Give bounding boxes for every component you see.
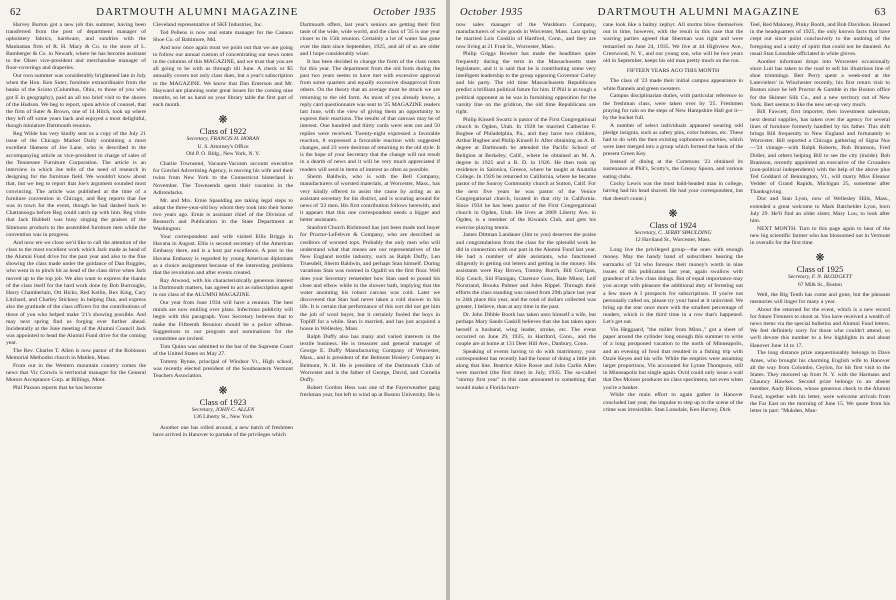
class-name: Class of 1925	[796, 264, 844, 275]
paragraph: Bill Fawcett, first importer, then investment salesman, next dental supplies, has taken over the agency for several lines of furniture formerly handled by his father. This shift brings Bill frequently to New England and fortunately to Worcester. Bill reported a Chicago gathering of Signa Nus—'24 vintage—with Ralph Roberts, Bob Bramson, Fred Didier, and others helping Bill to see the city (inside). Bob Bramson, recently appointed an executive of the Crusaders (non-political independents) with the help of the above plus Ted Goddard of Bennington, Vt., will marry Miss Eleanor Vedder of Grand Rapids, Michigan 25, sometime after Thanksgiving.	[750, 109, 890, 195]
paragraph: Our own summer was considerably brightened late in July when the Hon. Ken Suter, furniture extraordinaire from the banks of the Scioto (Columbus, Ohio, to those of you who got E in geography), paid an all too brief visit to the shores of the Hudson. We beg to report, upon advice of counsel, that the firm of Suter & Brown, one of 14 Hitch, took up where they left off some years back and enjoyed a most delightful, though miniature Dartmouth reunion.	[6, 72, 146, 130]
paragraph: The long distance prize unquestionably belongs to Dave Ames, who brought his charming English wife to Hanover all the way from Colombo, Ceylon, for his first visit to the States. They motored up from N. Y. with the Harmans and Chauncy Hawkes. Second prize belongs to an absent member, Andy Bloom, whose generous check to the Alumni Fund, together with his letter, were welcome arrivals from the Far East on the morning of June 15. We quote from his letter in part: "Mukden, Man-	[750, 350, 890, 414]
issue-date: October 1935	[460, 7, 523, 18]
right-page	[450, 0, 896, 600]
paragraph: Your correspondent and wife visited Ellis Briggs in Havana in August. Ellis is second secretary of the American Embassy there, and is a host par excellence. A post in the Havana Embassy is regarded by young American diplomats as a choice assignment because of the interesting problems that the revolution and after events created.	[153, 234, 293, 277]
paragraph: Cocky Lewis was the most bald-headed man in college, having had his head shaved. He had your correspondent, but that doesn't count.)	[603, 181, 743, 202]
left-column-3	[300, 22, 440, 596]
class-secretary: Secretary, FRANCIS H. HORAN	[186, 136, 260, 143]
paragraph: Tom Quinn was admitted to the bar of the Supreme Court of the United States on May 27.	[153, 343, 293, 357]
class-secretary: Secretary, F. N. BLODGETT	[787, 274, 853, 281]
class-heading-1922	[153, 114, 293, 158]
paragraph: Dartmouth offers, last year's seniors are getting their first taste of the wide, wide world, and the class of '35 is one year closer to its 15th reunion. Certainly a lot of water has gone over the dam since September, 1925, and all of us are older and I hope considerably wiser.	[300, 22, 440, 57]
paragraph: The Rev. Charles T. Allen is now pastor of the Robinson Memorial Methodist church in Malden, Mass.	[6, 348, 146, 362]
class-heading-1925	[750, 252, 890, 288]
section-heading: FIFTEEN YEARS AGO THIS MONTH	[626, 68, 720, 75]
right-column-1	[456, 22, 596, 596]
magazine-title: DARTMOUTH ALUMNI MAGAZINE	[96, 6, 299, 18]
paragraph: Philip Griggs Bowker has made the headlines quite frequently during the term in the Massachusetts state legislature, and it is said that he is contributing some very intelligent leadership to the group opposing Governor Curley and his party. The old time Massachusetts Republicans predict a brilliant political future for him. If Phil is as tough a political opponent as he was in furnishing opposition for the varsity line on the gridiron, the old time Republicans are right.	[456, 51, 596, 115]
class-address: 12 Haviland St., Worcester, Mass.	[635, 237, 711, 244]
paragraph: Phil Paxson reports that he has become	[13, 385, 103, 392]
class-address: Old P. O. Bldg., New York, N. Y.	[186, 150, 260, 157]
paragraph: Stanford Church Richmond has just been made tool buyer for Proctor-LeFebvre & Company, who are described as creditors of worsted tops. Probably the only men who will understand what that means are our representatives of the New England textile industry, such as Ralph Duffy, Len Truesdell, Sherm Baldwin, and perhaps Stan himself. During vacations Stan was roomed in Ogallil on the first floor. Well does your Secretary remember how Stan used to pound his close and elbow while in the shower bath, implying that the water anointing his robust carcass was cold. Later we discovered that Stan had never taken a cold shower in his life. It is certain that performance of this sort did not get him the job of wool buyer, but it certainly fooled the boys in Topliff for a while. Stan is married, and has just acquired a house in Wellesley, Mass.	[300, 225, 440, 333]
class-name: Class of 1923	[199, 397, 247, 408]
ornament-icon: ❋	[815, 252, 825, 265]
magazine-title: DARTMOUTH ALUMNI MAGAZINE	[597, 6, 800, 18]
paragraph: Long live the privileged group—the ones with enough money. May the handy band of subscribers bearing the earmarks of '24 who foresaw their money's worth in nine issues of this publication last year, again swallow with grandeur of a few class doings. But of equal importance may you accept with pleasure the additional duty of ferreting out a few more A I prospects for subscriptions. If you're not personally called on, please try your hand at it uninvited. We bring up the rear once more with the smallest percentage of readers, which is the third time in a row that's happened. Let's get out.	[603, 247, 743, 326]
left-page-header	[10, 6, 436, 22]
paragraph: It has been decided to change the form of the class notes for this year. The department from the old form during the past two years seems to have met with excessive approval from some quarters and equally excessive disapproval from others. On the theory that an average must be struck we are returning to the old form. As most of you already know, a reply card questionnaire was sent to '25 MAGAZINE readers last June, with the view of giving them an opportunity to express their reactions. The results of that canvass may be of interest. One hundred and thirty cards were sent out and 50 replies were received. Twenty-eight expressed a favorable reaction, 8 expressed a favorable reaction with suggested changes, and 23 were desirous of returning to the old style. It is the hope of your Secretary that the change will not result in a dearth of news and it will be very much appreciated if readers will send in items of interest as often as possible.	[300, 58, 440, 173]
paragraph: Tommy Rynne, principal of Windsor Vt., High school, was recently elected president of the Southeastern Vermont Teachers Association.	[153, 358, 293, 379]
paragraph: Dr. John Dibble Booth has taken unto himself a wife, but perhaps Mary Sands Gaskill believes that she has taken upon herself a husband, wing leader, stroke, etc. The event occurred on June 29, 1935, in Hartford, Conn., and the couple are at home at 131 Deer Hill Ave., Danbury, Conn.	[456, 312, 596, 347]
left-column-1	[6, 22, 146, 596]
paragraph: Instead of dining at the Commons '23 obtained its sustenance at Phil's, Scotty's, the Greasy Spoon, and various eating clubs.	[603, 159, 743, 180]
paragraph: Harvey Burton got a new job this summer, having been transferred from the post of department manager of upholstery fabrics, hardware, and sundries with the Manhattan firm of R. H. Macy & Co. to the store of L. Bamberger & Co. in Newark, where he has become assistant to the Olsen vice-president and merchandise manager of floor-coverings and draperies.	[6, 22, 146, 72]
paragraph: Doc and Stan Lyon, now of Wellesley Hills, Mass., extended a great welcome to Mark Batchelder Lyon, born July 29. He'll find an older sister, Mary Lou, to look after him.	[750, 196, 890, 224]
class-heading-1923	[153, 385, 293, 421]
paragraph: Another informant drops into Worcester occasionally since Luit has taken to the road to sell his illustrious line of shoe trimmings. Bert Perry spent a week-end at the Lutevielers' in Winchester recently, his first return visit to Boston since he left Proctor & Gamble in the Boston office for the Skinner Silk Co., and a new territory out of New York. Bert seems to like the new set-up very much.	[750, 58, 890, 108]
paragraph: Ralph Duffy also has many and varied interests in the textile business. He is treasurer and general manager of George E. Duffy Manufacturing Company of Worcester, Mass., and is president of the Belmont Hosiery Company in Belmont, N. H. He is president of the Dartmouth Club of Worcester and is the father of George, David, and Cornelia Duffy.	[300, 333, 440, 383]
paragraph: Reg Wilde has very kindly sent us a copy of the July 21 issue of the Chicago Market Daily containing a most excellent likeness of Joe Lane, who is described in the accompanying article as vice-president in charge of sales of the Tennessee Furniture Corporation. The article is an interview in which Joe tells of the need of research in designing for the furniture field. We wouldn't know about that, but we beg to report that Joe's argument sounded most convincing. The article was published at the time of a furniture convention in Chicago, and Reg reports that Joe was in town for the event, though he had dashed back to Chattanooga before Reg could catch up with him. Reg visits that Jack Hubbell was busy singing the praises of the Simmons products to the assembled furniture men while the convention was in progress.	[6, 131, 146, 238]
paragraph: Ted Pellens is now real estate manager for the Cannon Shoe Co. of Baltimore, Md.	[153, 29, 293, 43]
ornament-icon: ❋	[668, 207, 678, 220]
paragraph: NEXT MONTH. Turn to this page again to hear of the new big scientific farmer who has blossomed out in Vermont in overalls for the first time.	[750, 225, 890, 247]
paragraph: Charlie Townsend, Vacuum-Vacuum account executive for Gotchel Advertising Agency, is moving his wife and their twins from New York to the Connecticut hinterland in November. The Townsends spent their vacation in the Adirondacks.	[153, 161, 293, 196]
page-number: 63	[874, 7, 886, 18]
paragraph: While the main effort to again gather in Hanover concluded last year, the impulse to step up to the scene of the crime was irresistible. Stan Lonsdale, Ken Harvey, Dick	[603, 392, 743, 413]
paragraph: James Dittman Landauer (Jim to you) deserves the praise and congratulations from the class for the splendid work he did in connection with our part in the Alumni Fund last year. He had a number of able assistants, who functioned diligently in getting out letters and getting in the money. His assistants were Ray Brown, Tommy Burch, Bill Corrigan, Kip Couch, Sid Flanigan, Clarence Goss, Bale Minor, Leif Norstrand, Brooks Palmer and Jules Rippel. Through their efforts the class standing was raised from 29th place last year to 24th place this year, and the total of dollars collected was greater, I believe, than at any time in the past.	[456, 232, 596, 311]
paragraph: Ray Atwood, with his characteristically generous interest in Dartmouth matters, has agreed to act as subscription agent in our class of the ALUMNI MAGAZINE.	[153, 277, 293, 299]
paragraph: Cleveland representative of SKF Industries, Inc.	[153, 22, 263, 28]
ornament-icon: ❋	[218, 114, 228, 127]
paragraph: cane look like a balmy zephyr. All storms blow themselves out in time, however, with the result in this case that the warring parties agreed that Sherman was right and were remarried on June 24, 1935. We live at 44 Highview Ave., Crestwood, N. Y., and our young son, who will be two years old in September, keeps his old man pretty much on the run.	[603, 22, 743, 65]
class-name: Class of 1922	[199, 126, 247, 137]
paragraph: Sherm Baldwin, who is with the Bell Company, manufacturers of worsted materials, at Worcester, Mass., has very kindly offered to assist the cause by acting as an assistant secretary for his district, and is scouting around for news of '23 men. His first contribution follows herewith, and it appears that this one correspondent needs a bigger and better assistants.	[300, 174, 440, 224]
paragraph: now sales manager of the Washburn Company, manufacturers of wire goods in Worcester, Mass. Last spring he married Lois Conklin of Hartford, Conn., and they are now living at 21 Fruit St., Worcester, Mass.	[456, 22, 596, 50]
class-secretary: Secretary, JOHN C. ALLEN	[191, 407, 255, 414]
right-column-3	[750, 22, 890, 596]
issue-date: October 1935	[373, 7, 436, 18]
paragraph: Speaking of events having to do with matrimony, your correspondent has recently had the honor of doing a little job along that line. Beatrice Alice Rosse and John Carlin Allen were married (the first time) in July, 1935. The so-called "stormy first year" in this case amounted to something that would make a Florida hurri-	[456, 348, 596, 391]
class-secretary: Secretary, C. JERRY SPAULDING	[634, 229, 712, 236]
paragraph: Vin Heggaard, "the miller from Minn.," got a sheet of paper around the cylinder long enough this summer to write of a long postponed vacation to the north of Minneapolis, and an evening of food that resulted in a fishing trip with Ozzie Keyes and his wife. While the empties were assuming larger proportions, Vin accounted for Lynne Thompson, still in Minneapolis but single again. Ovid could only issue a wail that Des Moines produces no class specimens, not even when you're a banker.	[603, 327, 743, 391]
paragraph: Mr. and Mrs. Ernie Spaulding are taking legal steps to adopt the three-year-old boy whom they took into their home two years ago. Ernie is assistant chief of the Division of Research and Publication in the State Department at Washington.	[153, 197, 293, 233]
paragraph: Well, the Big Tenth has come and gone, but the pleasant memories will linger for many a year.	[750, 291, 890, 305]
right-column-2	[603, 22, 743, 596]
ornament-icon: ❋	[218, 385, 228, 398]
paragraph: And now ere we close we'd like to call the attention of the class to the most excellent work which Jack made as head of the Alumni Fund drive for the past year and also to the fine showing the class made under the guidance of Dan Ruggles, who went in to pinch hit as head of the class drive when Jack moved up to the top job. We also want to express the thanks of the class itself for the hard work done by Bob Burroughs, Harry Chamberlain, Ott Hicks, Red Kellin, Rex King, Cary Litchard, and Charley Stickney in helping Dan, and express also the gratitude of the class officers for the contributions of those of you who helped make '21's showing possible. And may next spring find us forging ever further ahead. Incidentally at the June meeting of the Alumni Council Jack was appointed to head the Alumni Fund drive for the coming year.	[6, 239, 146, 347]
class-address: U. S. Attorney's Office	[197, 143, 249, 150]
right-page-header	[460, 6, 886, 22]
paragraph: Teel, Red Maloney, Pinky Booth, and Bob Davidson. Housed in the headquarters of 1925, the only known facts that have crept out since point conclusively to the undoing of the foregoing and a unity of spirit that could not be daunted. As usual Stan Lonsdale officiated in white gloves.	[750, 22, 890, 57]
paragraph: And now once again must we point out that we are going to follow our annual custom of concentrating our news notes in the columns of this MAGAZINE, and we trust that you are all going to be with us through till June. A check or $5 annually covers not only class dues, but a year's subscription to the MAGAZINE. We know that Dan Emerson and Mr. Hayward are planning some great issues for the coming nine months, so let us hand on your library table the first part of each month.	[153, 44, 293, 109]
left-column-2	[153, 22, 293, 596]
paragraph: A number of select individuals appeared wearing odd pledge insignia, such as safety pins, color buttons, etc. These had to do with the then existing sophomore societies, which were later merged into a group which formed the basis of the present Green Key.	[603, 122, 743, 158]
paragraph: Philip Kinsell Swartz is pastor of the First Congregational church in Ogden, Utah. In 1928 he married Catherine F. Bugbee of Philadelphia, Pa., and they have two children, Arthur Bugbee and Philip Kinsell Jr. After obtaining an A. B. degree at Dartmouth he attended the Pacific School of Religion at Berkeley, Calif., where he obtained an M. A. degree in 1925 and a B. D. in 1926. He then took up residence in Salonica, Greece, where he taught at Anatolia College. In 1926 he returned to California, where he became pastor of the Sunroy Community church at Sutton, Calif. For the next five years he was pastor of the Venice Congregational church, located in that city in California. Since 1934 he has been pastor of the First Congregational church in Ogden, Utah. He lives at 2869 Liberty Ave. in Ogden, is a member of the Kiwanis Club, and gets his exercise playing tennis.	[456, 116, 596, 231]
left-columns	[6, 22, 440, 596]
paragraph: Our year from June 1934 will have a reunion. The best minds are now mulling over plans. Infectious publicity will begin with this paragraph. Your Secretary believes that to make the Fifteenth Reunion should be a police offense. Suggestions to our program and nominations for the committee are invited.	[153, 299, 293, 342]
class-heading-1924	[603, 208, 743, 244]
class-address: 67 Milk St., Boston	[798, 281, 842, 288]
page-number: 62	[10, 7, 22, 18]
paragraph: Campus disciplinarian duties, with particular reference to the freshman class, were taken over by '25. Freshmen praying for rain on the steps of New Hampshire Hall got it—by the bucket full.	[603, 93, 743, 121]
right-columns	[456, 22, 890, 596]
paragraph: The class of '23 made their initial campus appearance in white flannels and green sweaters.	[603, 78, 743, 92]
class-address: 136 Liberty St., New York	[193, 414, 253, 421]
paragraph: About the returned for the event, which is a new record for future Trenners to shoot at. You have received a wealth of news items via the special bulletins and Alumni Fund letters. We feel definitely sorry for those who couldn't attend, so we'll devote this number to a few highlights in and about Hanover June 14 to 17.	[750, 306, 890, 349]
paragraph: Robert Gordon Hess was one of the Fayerweather gang freshman year, but left to wind up at Boston University. He is	[300, 384, 440, 398]
paragraph: Another one has rolled around, a new batch of freshmen have arrived in Hanover to partake of the privileges which	[153, 424, 293, 438]
class-name: Class of 1924	[649, 219, 697, 230]
paragraph: From out in the Western mountain country comes the news that Vic Corwin is territorial manager for the General Motors Acceptance Corp. at Billings, Mont.	[6, 363, 146, 384]
left-page	[0, 0, 446, 600]
